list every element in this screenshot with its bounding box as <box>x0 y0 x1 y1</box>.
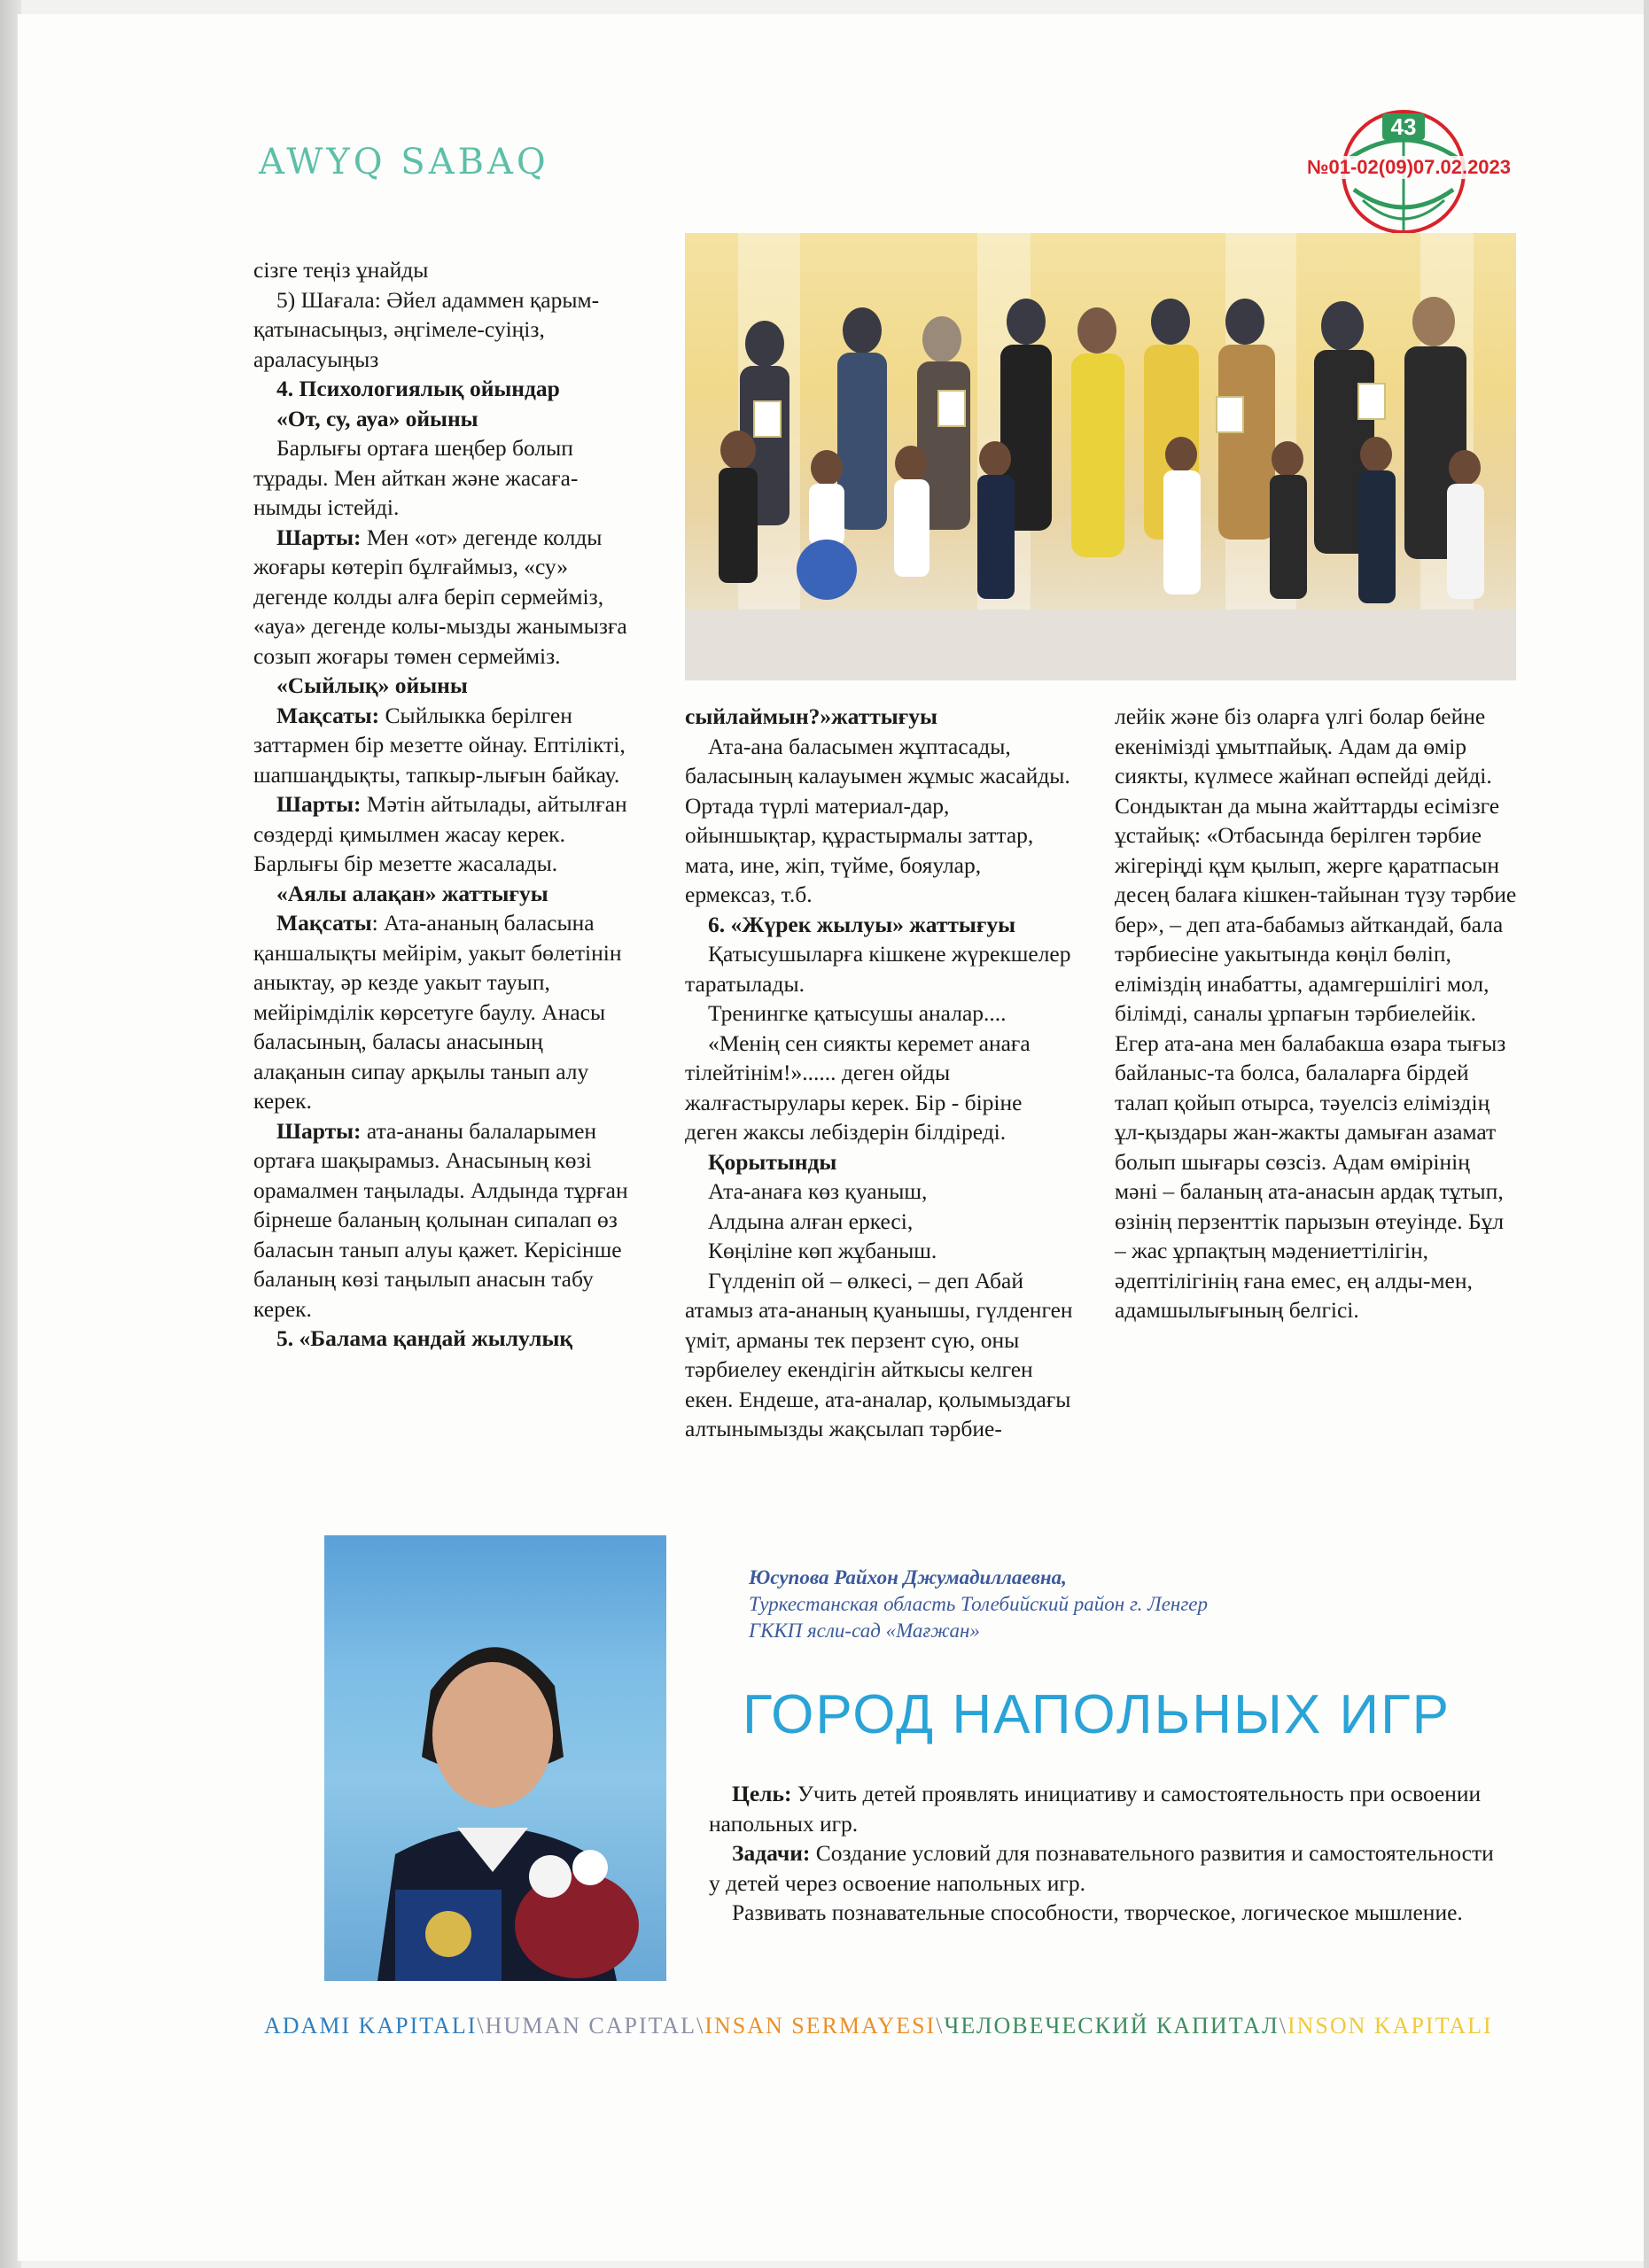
column-2 <box>685 702 1075 1444</box>
magazine-section-title: AWYQ SABAQ <box>259 142 549 183</box>
paragraph: Мәтін айтылады, айтылған сөздерді қимылмен жасау керек. Барлығы бір мезетте жасалады. <box>253 791 627 876</box>
author-info <box>749 1565 1208 1644</box>
label-conditions: Шарты: <box>276 791 362 817</box>
article-title: ГОРОД НАПОЛЬНЫХ ИГР <box>743 1684 1451 1745</box>
column-3 <box>1115 702 1518 1325</box>
footer-separator: \ <box>477 2013 486 2039</box>
label-goal: Мақсаты: <box>276 702 380 728</box>
exercise-title: 5. «Балама қандай жылулық <box>276 1325 573 1351</box>
label-conditions: Шарты: <box>276 524 362 550</box>
footer-part: ADAMI KAPITALI <box>264 2013 478 2039</box>
game-title: «Сыйлық» ойыны <box>276 672 468 698</box>
game-title: «От, су, ауа» ойыны <box>276 405 478 431</box>
paragraph: Қатысушыларға кішкене жүрекшелер таратылады. <box>685 941 1071 997</box>
section-heading: 4. Психологиялық ойындар <box>276 376 560 401</box>
conclusion-heading: Қорытынды <box>708 1148 837 1175</box>
author-portrait <box>324 1535 666 1981</box>
exercise-title: 6. «Жүрек жылуы» жаттығуы <box>708 911 1016 937</box>
author-organization: ГККП ясли-сад «Мағжан» <box>749 1619 980 1642</box>
footer-part: INSAN SERMAYESI <box>704 2013 937 2039</box>
exercise-title: сыйлаймын?»жаттығуы <box>685 703 937 729</box>
paragraph: : Ата-ананың баласына қаншалықты мейірім, уакыт бөлетінін аныктау, әр кезде уакыт тауып, мейірімділік көрсетуге баулу. Анасы баласының, баласы анасының алақанын сипау арқылы танып алу керек. <box>253 910 622 1114</box>
paragraph: Сыйлыкка берілген заттармен бір мезетте ойнау. Ептілікті, шапшаңдықты, тапкыр-лығын байкау. <box>253 702 626 788</box>
people-silhouettes <box>685 233 1516 680</box>
paragraph: 5) Шағала: Әйел адаммен қарым-қатынасыңыз, әңгімеле-суіңіз, араласуыңыз <box>253 286 600 372</box>
footer-part: INSON KAPITALI <box>1287 2013 1493 2039</box>
label-goal-ru: Цель: <box>732 1781 792 1806</box>
footer-part: HUMAN CAPITAL <box>485 2013 697 2039</box>
paragraph: Развивать познавательные способности, творческое, логическое мышление. <box>732 1899 1463 1925</box>
paragraph: Ата-ана баласымен жұптасады, баласының калауымен жұмыс жасайды. Ортада түрлі материал-дар, ойыншықтар, құрастырмалы заттар, мата, ине, жіп, түйме, бояулар, ермексаз, т.б. <box>685 733 1070 907</box>
poem-line: Ата-анаға көз қуаныш, <box>708 1178 928 1204</box>
footer-separator: \ <box>936 2013 945 2039</box>
paragraph: Гүлденіп ой – өлкесі, – деп Абай атамыз ата-ананың қуанышы, гүлденген үміт, арманы тек перзент сүю, оны тәрбиелеу екендігін айткысы келген екен. Ендеше, ата-аналар, қолымыздағы алтынымызды жақсылап тәрбие- <box>685 1267 1073 1441</box>
footer-separator: \ <box>696 2013 705 2039</box>
paragraph: Барлығы ортаға шеңбер болып тұрады. Мен айткан және жасаға-нымды істейді. <box>253 435 579 520</box>
footer-part: ЧЕЛОВЕЧЕСКИЙ КАПИТАЛ <box>944 2013 1280 2039</box>
scan-edge-right <box>1644 0 1649 2268</box>
author-photo <box>324 1535 666 1981</box>
author-region: Туркестанская область Толебийский район г. Ленгер <box>749 1593 1209 1615</box>
paragraph: ата-ананы балаларымен ортаға шақырамыз. Анасының көзі орамалмен таңылады. Алдында тұрған бірнеше баланың қолынан сипалап өз баласын танып алуы қажет. Керісінше баланың көзі таңылып анасын табу керек. <box>253 1117 628 1322</box>
paragraph: «Менің сен сиякты керемет анаға тілейтінім!»...... деген ойды жалғастырулары керек. Бір - біріне деген жаксы лебіздерін білдіреді. <box>685 1029 1031 1145</box>
label-tasks-ru: Задачи: <box>732 1840 811 1866</box>
article-intro <box>709 1779 1506 1928</box>
poem-line: Алдына алған еркесі, <box>708 1208 914 1234</box>
paragraph: лейік және біз оларға үлгі болар бейне екенімізді ұмытпайық. Адам да өмір сиякты, күлмесе жайнап өспейді дейді. Сондыктан да мына жайттарды есімізге ұстайық: «Отбасында берілген тәрбие жігеріңді құм қылып, жерге қаратпасын десең балаға кішкен-тайынан түзу тәрбие бер», – деп ата-бабамыз айткандай, бала тәрбиесіне уакытында көңіл бөліп, еліміздің инабатты, адамгершілігі мол, білімді, саналы ұрпағын тәрбиелейік. Егер ата-ана мен балабакша өзара тығыз байланыс-та болса, балаларға бірдей талап қойып отырса, тәуелсіз еліміздің ұл-қыздары жан-жакты дамыған азамат болып шығары сөзсіз. Адам өмірінің мәні – баланың ата-анасын ардақ тұтып, өзінің перзенттік парызын өтеуінде. Бұл – жас ұрпақтың мәдениеттілігін, әдептілігінің ғана емес, ең алды-мен, адамшылығының белгісі. <box>1115 703 1517 1323</box>
group-photo <box>685 233 1516 680</box>
paragraph: Тренингке қатысушы аналар.... <box>708 1000 1007 1026</box>
label-conditions: Шарты: <box>276 1117 362 1144</box>
footer-tagline <box>264 2013 1540 2039</box>
paragraph: Создание условий для познавательного развития и самостоятельности у детей через освоение напольных игр. <box>709 1840 1494 1896</box>
page-number: 43 <box>1390 113 1417 140</box>
exercise-title: «Аялы алақан» жаттығуы <box>276 880 548 906</box>
footer-separator: \ <box>1279 2013 1287 2039</box>
column-1 <box>253 255 634 1354</box>
author-name: Юсупова Райхон Джумадиллаевна, <box>749 1566 1067 1588</box>
issue-number: №01-02(09)07.02.2023 <box>1299 156 1519 179</box>
paragraph: сізге теңіз ұнайды <box>253 257 429 283</box>
label-goal: Мақсаты <box>276 910 372 936</box>
paragraph: Учить детей проявлять инициативу и самостоятельность при освоении напольных игр. <box>709 1781 1482 1837</box>
poem-line: Көңіліне көп жұбаныш. <box>708 1238 937 1263</box>
paragraph: Мен «от» дегенде колды жоғары көтеріп бұлғаймыз, «су» дегенде колды алға беріп сермейміз, «ауа» дегенде колы-мызды жанымызға созып жоғары төмен сермейміз. <box>253 524 627 669</box>
